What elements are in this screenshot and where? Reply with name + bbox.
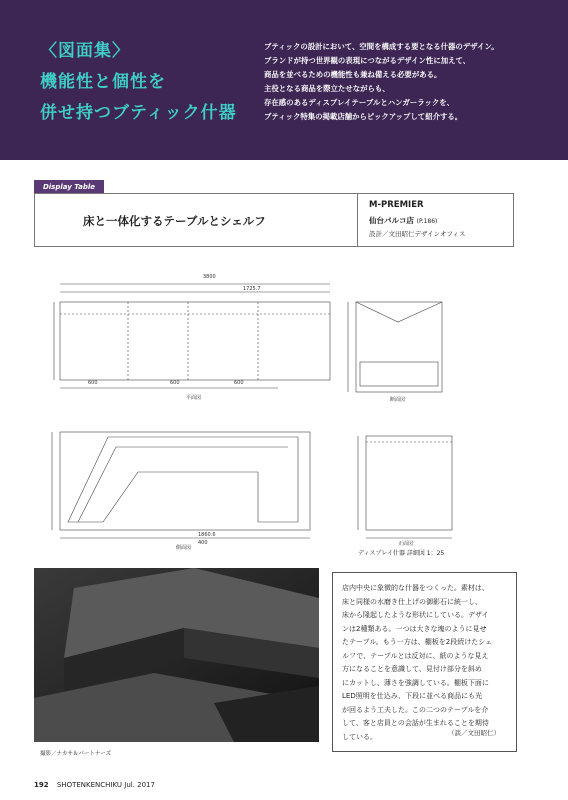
store-label: 仙台パルコ店 — [369, 216, 414, 225]
front-view-outline — [366, 436, 452, 530]
intro-line: ブランドが持つ世界観の表現につながるデザイン性に加えて、 — [264, 56, 471, 65]
section-outline — [356, 302, 442, 392]
description-text — [342, 582, 492, 744]
description-line: LED照明を仕込み、下段に並べる商品にも光 — [342, 692, 483, 700]
designer-credit: 設計／文田昭仁デザインオフィス — [369, 230, 466, 238]
section-view-label: 断面図 — [390, 397, 406, 403]
brand-name: M-PREMIER — [369, 200, 424, 210]
intro-line: 商品を並べるための機能性も兼ね備える必要がある。 — [264, 70, 442, 79]
dim-label: 3800 — [203, 274, 216, 280]
category-tag: Display Table — [34, 180, 104, 194]
store-page-ref: (P.186) — [416, 218, 438, 225]
dim-label: 600 — [88, 380, 98, 386]
feature-title-line: 併せ持つブティック什器 — [40, 103, 237, 123]
dim-label: 1725.7 — [243, 286, 261, 292]
description-line: している。 — [342, 732, 377, 741]
dim-label: 600 — [234, 380, 244, 386]
side-view-label: 側面図 — [176, 545, 192, 551]
intro-line: 主役となる商品を際立たせながらも、 — [264, 84, 390, 93]
feature-title — [40, 36, 237, 129]
header-banner — [0, 0, 568, 160]
description-line: 方になることを意識して、見付け部分を斜め — [342, 665, 482, 673]
issue-date: Jul. 2017 — [124, 781, 155, 789]
description-line: 床から隆起したような形状にしている。デザイ — [342, 611, 489, 619]
description-line: して、客と店員との会話が生まれることを期待 — [342, 719, 489, 727]
intro-line: ブティックの設計において、空間を構成する要となる什器のデザイン。 — [264, 42, 499, 51]
technical-drawing — [48, 272, 508, 552]
page-footer — [34, 781, 155, 789]
feature-title-line: 機能性と個性を — [40, 72, 166, 92]
dim-label: 600 — [170, 380, 180, 386]
description-line: 床と同様の水磨き仕上げの御影石に統一し、 — [342, 597, 482, 606]
front-view-label: 正面図 — [398, 541, 414, 547]
section-title-box — [34, 193, 514, 247]
photo-credit: 撮影／ナカサ＆パートナーズ — [40, 751, 112, 757]
description-line: ンは2種類ある。一つは大きな塊のように見せ — [342, 624, 487, 633]
title-divider — [357, 194, 358, 246]
section-title: 床と一体化するテーブルとシェルフ — [83, 214, 266, 228]
description-line: ルフで、テーブルとは反対に、紙のような見え — [342, 651, 489, 660]
photo-image — [34, 568, 319, 742]
store-name — [369, 215, 437, 226]
intro-line: 存在感のあるディスプレイテーブルとハンガーラックを、 — [264, 98, 455, 107]
description-line: 店内中央に象徴的な什器をつくった。素材は、 — [342, 584, 489, 592]
plan-view-label: 平面図 — [186, 395, 202, 401]
description-box — [332, 572, 517, 752]
description-line: たテーブル。もう一方は、棚板を2段続けたシェ — [342, 638, 493, 646]
dim-label: 1860.6 — [198, 532, 216, 538]
dim-label: 400 — [198, 540, 208, 546]
magazine-name: SHOTENKENCHIKU — [56, 781, 123, 789]
drawing-svg — [48, 272, 508, 552]
page-number: 192 — [34, 781, 49, 789]
feature-intro — [264, 40, 554, 124]
description-signature: （談／文田昭仁） — [448, 729, 500, 737]
intro-line: ブティック特集の掲載店舗からピックアップして紹介する。 — [264, 112, 463, 121]
product-photo — [34, 568, 319, 742]
description-line: が回るよう工夫した。この二つのテーブルを介 — [342, 705, 489, 714]
feature-title-line: 〈図面集〉 — [40, 41, 130, 61]
drawing-scale: ディスプレイ什器 詳細図 1：25 — [358, 550, 445, 557]
description-line: にカットし、薄さを強調している。棚板下面に — [342, 678, 489, 687]
